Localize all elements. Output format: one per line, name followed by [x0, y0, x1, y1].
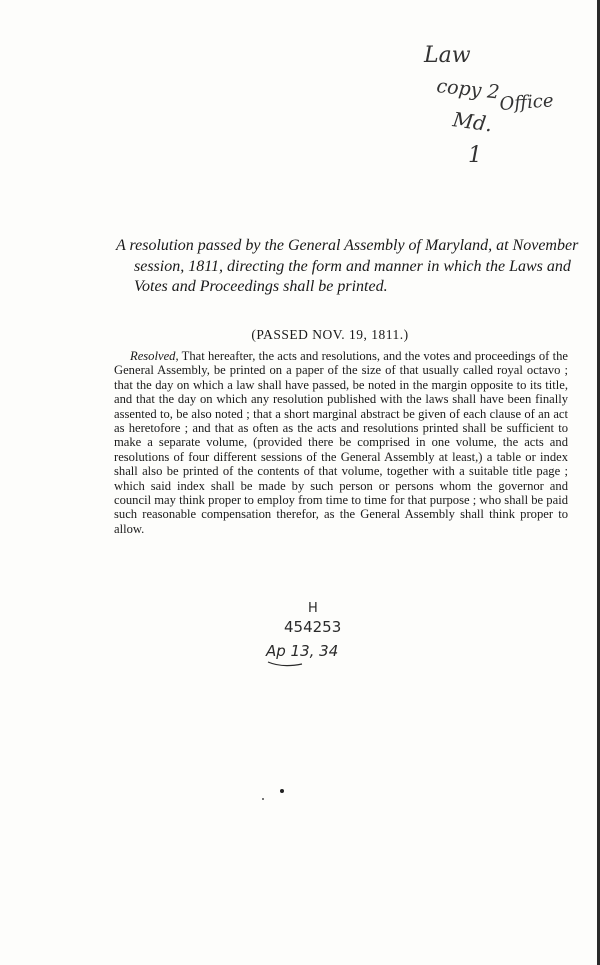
handwritten-line-5: 1 [468, 143, 482, 168]
handwritten-line-1: Law [424, 43, 471, 68]
resolution-body-text: That hereafter, the acts and resolutions, and the votes and proceedings of the General Assembly, be printed on a paper of the size of that usually called royal octavo ; that the day on which a law shall have passed, be noted in the margin opposite to its title, and that the day on which any resolution published with the laws shall have been finally assented to, be also noted ; that a short marginal abstract be given of each clause of an act as heretofore ; and that as often as the acts and resolutions printed shall be sufficient to make a separate volume, (provided there be comprised in one volume, the acts and resolutions of four different sessions of the General Assembly at least,) a table or index shall also be printed of the contents of that volume, together with a suitable title page ; which said index shall be made by such person or persons whom the governor and council may think proper to employ from time to time for that purpose ; who shall be paid such reasonable compensation therefor, as the General Assembly shall think proper to allow. [114, 349, 568, 536]
stamp-line-2: 454253 [284, 618, 342, 636]
handwritten-line-4: Md. [451, 107, 494, 137]
resolution-title: A resolution passed by the General Assembly of Maryland, at November session, 1811, directing the form and manner in which the Laws and Votes and Proceedings shall be printed. [116, 237, 579, 295]
stamp-line-3: Ap 13, 34 [266, 642, 339, 660]
library-stamp [262, 598, 382, 678]
ink-speck-small [262, 798, 264, 800]
handwritten-note [418, 40, 588, 170]
handwritten-line-3: Office [498, 90, 555, 115]
stamp-underline [268, 662, 302, 666]
handwritten-note-drawing [418, 40, 588, 170]
handwritten-line-2: copy 2 [435, 75, 501, 104]
resolution-body [114, 349, 568, 536]
ink-speck [280, 789, 284, 793]
passed-date: (PASSED NOV. 19, 1811.) [251, 327, 409, 342]
resolved-lead: Resolved, [130, 349, 179, 363]
library-stamp-drawing [262, 598, 382, 678]
stamp-line-1: H [308, 601, 318, 616]
